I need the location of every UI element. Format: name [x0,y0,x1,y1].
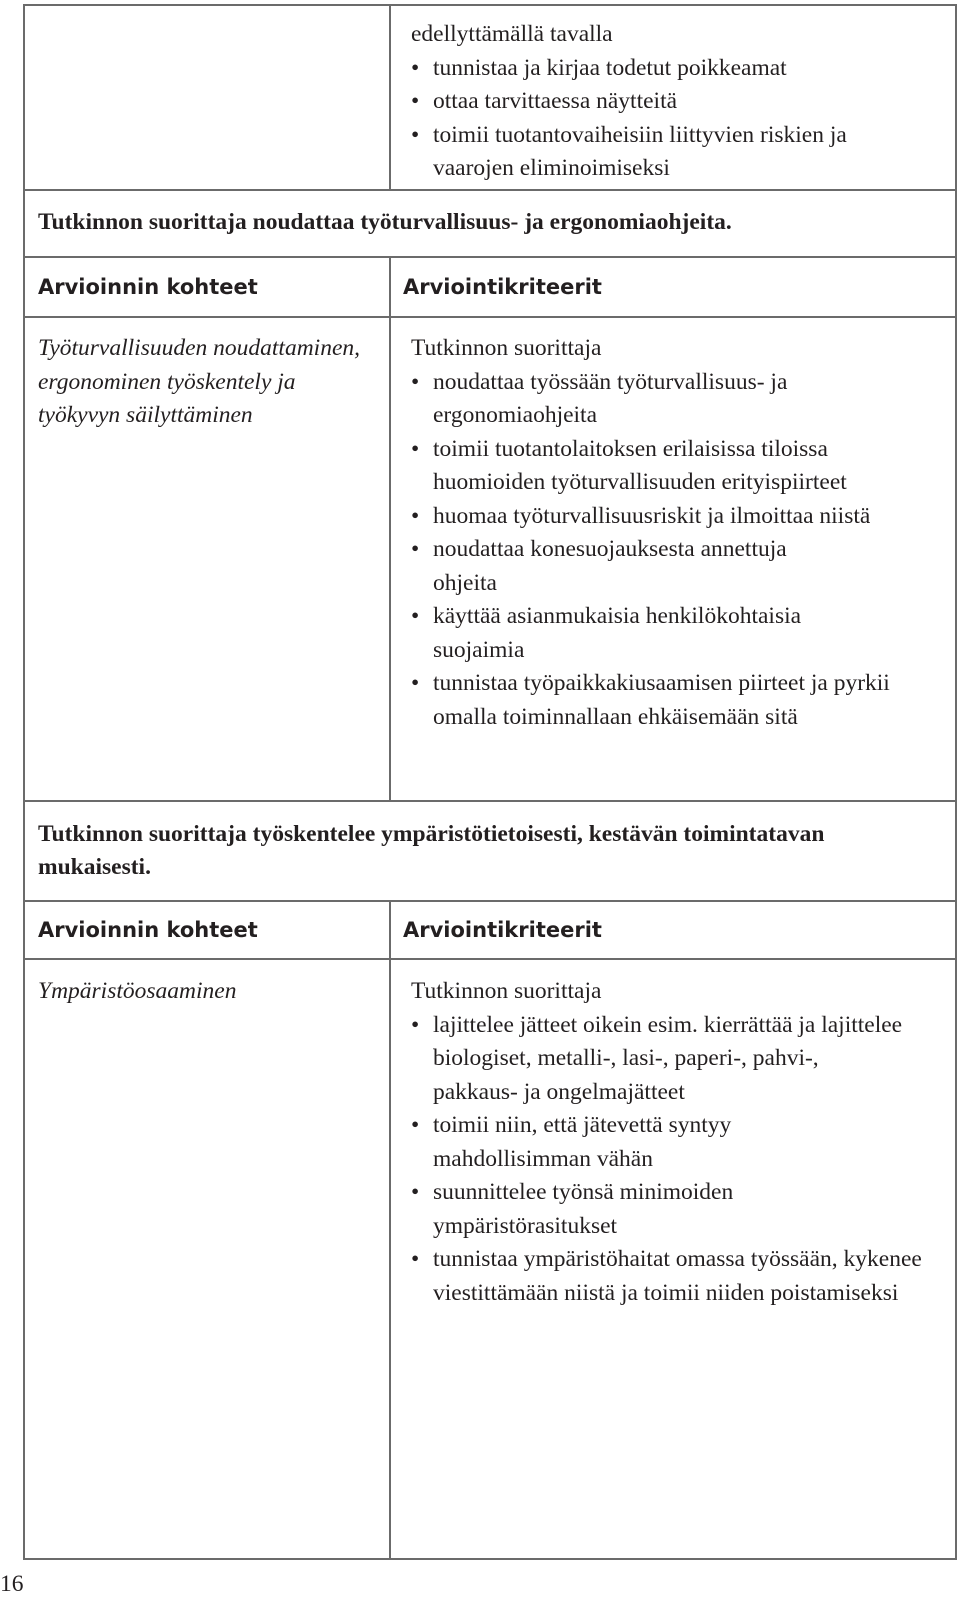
divider [25,958,955,960]
list-item: • toimii niin, että jätevettä syntyy mahdollisimman vähän [411,1112,732,1172]
environment-heading: Tutkinnon suorittaja työskentelee ympäristötietoisesti, kestävän toimintatavan mukaisesti. [38,821,825,880]
top-criteria-cell [411,18,941,186]
safety-target: Työturvallisuuden noudattaminen, ergonominen työskentely ja työkyvyn säilyttäminen [38,335,361,428]
top-bullet-list [411,52,941,186]
col-header-criteria: Arviointikriteerit [403,275,602,299]
divider [25,900,955,902]
list-item: • noudattaa työssään työturvallisuus- ja ergonomiaohjeita [411,368,788,428]
criteria-intro: Tutkinnon suorittaja [411,978,602,1004]
environment-criteria [411,975,931,1310]
list-item: • ottaa tarvittaessa näytteitä [411,88,678,114]
list-item: • tunnistaa ympäristöhaitat omassa työssään, kykenee viestittämään niistä ja toimii niiden poistamiseksi [411,1246,922,1306]
list-item: • suunnittelee työnsä minimoiden ympäristörasitukset [411,1179,734,1239]
column-divider [389,900,391,1558]
divider [25,256,955,258]
safety-criteria [411,332,931,734]
column-divider [389,256,391,800]
safety-heading: Tutkinnon suorittaja noudattaa työturvallisuus- ja ergonomiaohjeita. [38,209,732,235]
column-divider [389,6,391,189]
environment-bullet-list [411,1009,931,1311]
page-number: 16 [0,1571,24,1597]
list-item: • tunnistaa ja kirjaa todetut poikkeamat [411,54,787,81]
environment-target: Ympäristöosaaminen [38,978,237,1004]
col-header-targets: Arvioinnin kohteet [38,918,258,942]
list-item: • toimii tuotantovaiheisiin liittyvien riskien ja vaarojen eliminoimiseksi [411,121,847,181]
divider [25,189,955,191]
col-header-targets: Arvioinnin kohteet [38,275,258,299]
criteria-intro: Tutkinnon suorittaja [411,335,602,361]
list-item: • toimii tuotantolaitoksen erilaisissa tiloissa huomioiden työturvallisuuden erityispiirteet [411,435,847,495]
divider [25,800,955,802]
list-item: • noudattaa konesuojauksesta annettuja ohjeita [411,536,787,596]
list-item: • huomaa työturvallisuusriskit ja ilmoittaa niistä [411,502,871,529]
list-item: • lajittelee jätteet oikein esim. kierrättää ja lajittelee biologiset, metalli-, lasi-, paperi-, pahvi-, pakkaus- ja ongelmajätteet [411,1011,903,1105]
list-item: • tunnistaa työpaikkakiusaamisen piirteet ja pyrkii omalla toiminnallaan ehkäisemään sitä [411,670,890,730]
col-header-criteria: Arviointikriteerit [403,918,602,942]
continuation-text: edellyttämällä tavalla [411,21,613,47]
safety-bullet-list [411,366,931,735]
assessment-table [23,4,957,1560]
divider [25,316,955,318]
list-item: • käyttää asianmukaisia henkilökohtaisia suojaimia [411,603,802,663]
